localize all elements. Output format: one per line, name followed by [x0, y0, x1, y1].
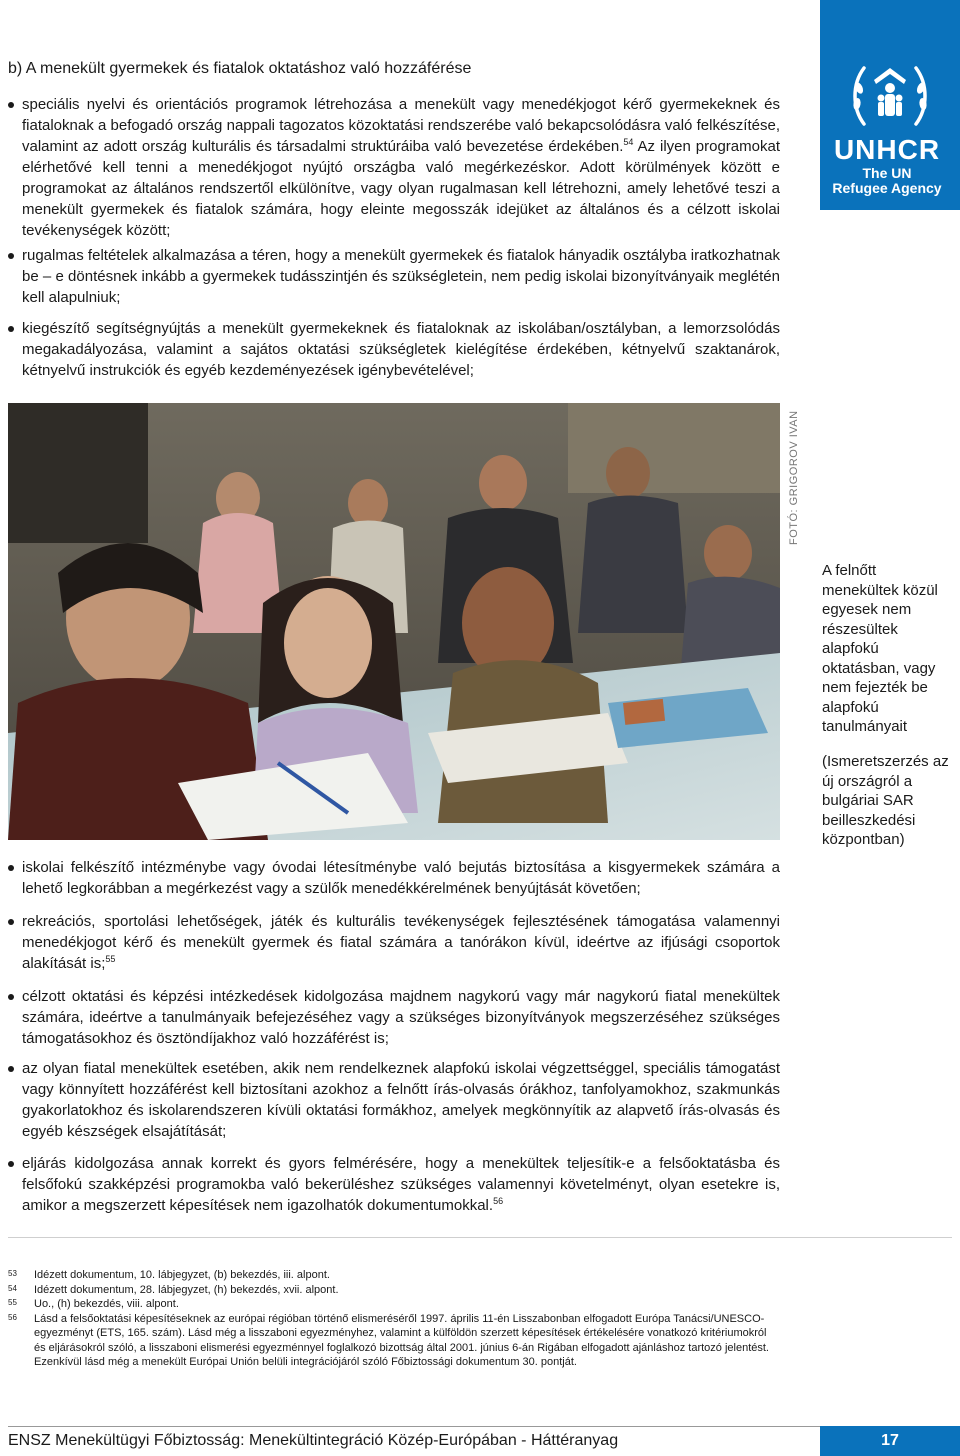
- classroom-photo: [8, 403, 780, 840]
- footnote: 55 Uo., (h) bekezdés, viii. alpont.: [8, 1298, 179, 1310]
- list-item: eljárás kidolgozása annak korrekt és gyors felmérésére, hogy a menekültek teljesítik-e a felsőoktatásba és felsőfokú szakképzési programokba való bekerüléshez szükséges valamennyi követelményt, olyan esetekre is, amikor a megszerzett képesítések nem igazolhatók dokumentumokkal.$^{56}$: [8, 1153, 780, 1216]
- photo-caption-sub: (Ismeretszerzés az új országról a bulgáriai SAR beilleszkedési központban): [822, 753, 949, 848]
- bullet-list-bottom-2: [8, 911, 780, 974]
- list-item: célzott oktatási és képzési intézkedések kidolgozása majdnem nagykorú vagy már nagykorú fiatal menekültek számára, ideértve a tanulmányaik befejezéséhez vagy a szükséges bizonyítványok megszerzéséhez szükséges támogatásokhoz és ösztöndíjakhoz való hozzáférést is;: [8, 986, 780, 1049]
- footnote-ref: 55: [105, 954, 116, 964]
- bullet-list-bottom-5: [8, 1153, 780, 1216]
- footnote-number: 56: [8, 1312, 17, 1322]
- footnote-number: 53: [8, 1269, 17, 1278]
- unhcr-logo: [820, 0, 960, 210]
- logo-subtitle-line2: Refugee Agency: [832, 180, 942, 196]
- photo-credit: FOTÓ: GRIGOROV IVAN: [788, 410, 800, 545]
- list-item: speciális nyelvi és orientációs programok létrehozása a menekült vagy menedékjogot kérő gyermekeknek és fiataloknak a befogadó ország nappali tagozatos közoktatási rendszerébe való bekapcsolódásra való felkészítése, valamint az adott ország kulturális és társadalmi struktúráiba való bevezetése érdekében.$^{54}$ Az ilyen programokat elérhetővé kell tenni a menedékjogot nyújtó országba való megérkezéskor. Adott körülmények között e programokat az általános rendszertől elkülönítve, vagy olyan rugalmasan kell létrehozni, amely lehetővé teszi a menekült gyermekek és fiatalok számára, hogy eleinte megosszák idejüket az általános és a célzott iskolai tevékenységek között;: [8, 94, 780, 241]
- logo-subtitle-line1: The UN: [862, 165, 912, 181]
- bullet-list-bottom-4: [8, 1058, 780, 1142]
- bullet-list-bottom-3: [8, 986, 780, 1049]
- logo-subtitle: [820, 166, 954, 196]
- footnote-ref: 56: [493, 1196, 504, 1206]
- footnote-number: 54: [8, 1283, 17, 1293]
- footer-title: ENSZ Menekültügyi Főbiztosság: Menekültintegráció Közép-Európában - Háttéranyag: [8, 1432, 619, 1449]
- section-heading: b) A menekült gyermekek és fiatalok oktatáshoz való hozzáférése: [8, 60, 472, 77]
- footnotes: [8, 1268, 780, 1370]
- list-item: rugalmas feltételek alkalmazása a téren, hogy a menekült gyermekek és fiatalok hányadik osztályba iratkozhatnak be – e döntésnek inkább a gyermekek tudásszintjén és szükségletein, nem pedig iskolai bizonyítványaik meglétén kell alapulniuk;: [8, 245, 780, 308]
- bullet-list-top: [8, 94, 780, 241]
- list-item: rekreációs, sportolási lehetőségek, játék és kulturális tevékenységek fejlesztésének támogatása valamennyi menedékjogot kérő és menekült gyermek és fiatal számára a tanórákon kívül, ideértve az ifjúsági csoportok alakítását is;$^{55}$: [8, 911, 780, 974]
- list-item: iskolai felkészítő intézménybe vagy óvodai létesítménybe való bejutás biztosítása a kisgyermekek számára a lehető legkorábban a megérkezést vagy a szülők menedékkérelmének benyújtását követően;: [8, 857, 780, 899]
- list-item: az olyan fiatal menekültek esetében, akik nem rendelkeznek alapfokú iskolai végzettséggel, speciális támogatást vagy könnyített hozzáférést kell biztosítani azokhoz a felnőtt írás-olvasás órákhoz, tanfolyamokhoz, szakmunkás gyakorlatokhoz és iskolarendszeren kívüli oktatási formákhoz, amelyek megkönnyítik az alapvető írás-olvasás és egyéb készségek elsajátítását;: [8, 1058, 780, 1142]
- unhcr-emblem-icon: [850, 58, 930, 130]
- footnote-number: 55: [8, 1298, 17, 1307]
- list-item: kiegészítő segítségnyújtás a menekült gyermekeknek és fiataloknak az iskolában/osztályban, a lemorzsolódás megakadályozása, valamint a sajátos oktatási szükségletek kielégítése érdekében, kétnyelvű szaktanárok, kétnyelvű instrukciók és egyéb kezdeményezések igénybevételével;: [8, 318, 780, 381]
- footnote: 56 Lásd a felsőoktatási képesítéseknek az európai régióban történő elismeréséről 1997. április 11-én Lisszabonban elfogadott Európa Tanácsi/UNESCO-egyezményt (ETS, 165. szám). Lásd még a lisszaboni egyezményhez, valamint a külföldön szerzett képesítések értékelésére vonatkozó kritériumokról és eljárásokról szóló, a lisszaboni elismerési egyezménnyel foglalkozó bizottság által 2001. június 6-án Rigában elfogadott ajánláshoz tartozó jelentést. Ezenkívül lásd még a menekült Európai Unión belüli integrációjáról szóló Főbiztossági dokumentum 30. pontját.: [8, 1312, 769, 1368]
- footnote: 54 Idézett dokumentum, 28. lábjegyzet, (h) bekezdés, xvii. alpont.: [8, 1283, 339, 1296]
- footer-divider: [8, 1426, 952, 1427]
- logo-org-name: UNHCR: [833, 134, 941, 165]
- bullet-list-top-2: [8, 245, 780, 308]
- bullet-list-top-3: [8, 318, 780, 381]
- footnote-divider: [8, 1237, 952, 1238]
- footnote: 53 Idézett dokumentum, 10. lábjegyzet, (b) bekezdés, iii. alpont.: [8, 1269, 330, 1281]
- photo-caption: A felnőtt menekültek közül egyesek nem részesültek alapfokú oktatásban, vagy nem fejezték be alapfokú tanulmányait: [822, 562, 938, 735]
- page-footer: [0, 1426, 960, 1456]
- bullet-list-bottom-1: [8, 857, 780, 899]
- page-number: 17: [820, 1426, 960, 1456]
- footnote-ref: 54: [623, 137, 634, 147]
